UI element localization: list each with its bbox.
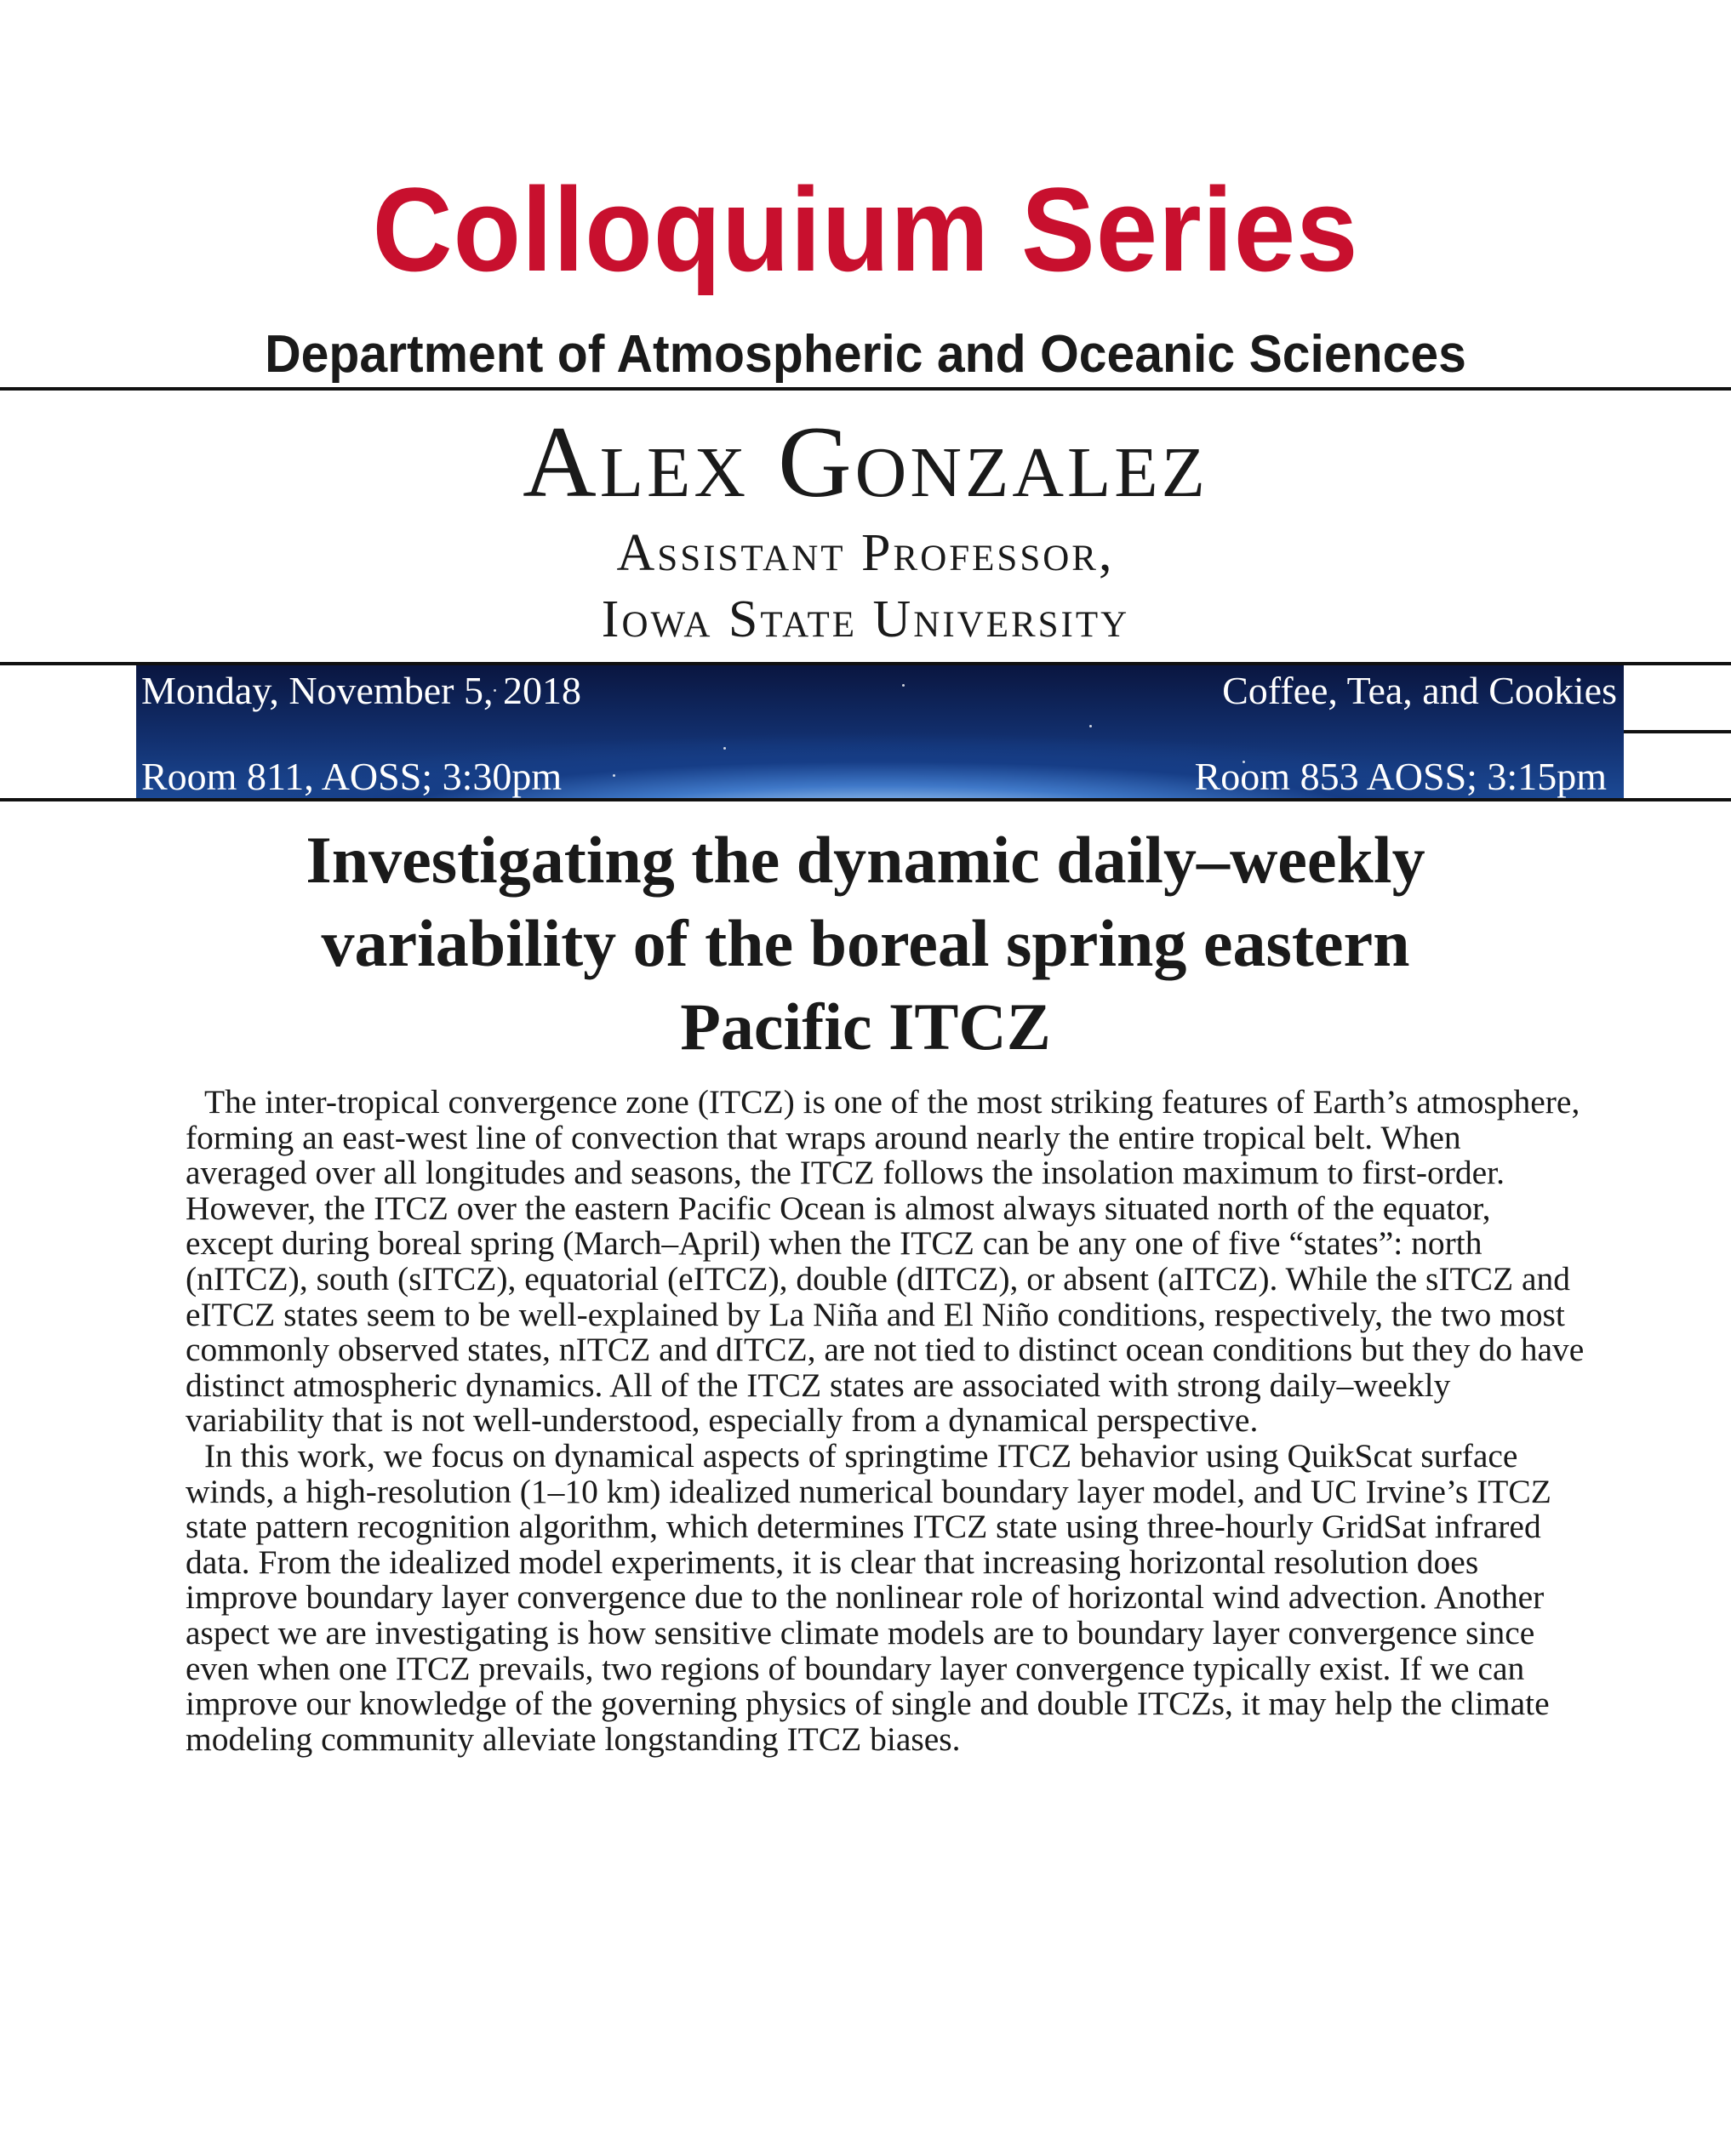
talk-title-line: Pacific ITCZ (680, 990, 1051, 1064)
star-decoration (1089, 725, 1092, 727)
divider-line-banner-mid (1624, 730, 1731, 733)
divider-line-top (0, 387, 1731, 391)
series-title: Colloquium Series (372, 163, 1359, 296)
star-decoration (613, 774, 615, 777)
department-name: Department of Atmospheric and Oceanic Sciences (265, 325, 1466, 384)
reception-label: Coffee, Tea, and Cookies (1222, 669, 1617, 712)
speaker-name: Alex Gonzalez (523, 405, 1208, 518)
speaker-position: Assistant Professor, (616, 524, 1115, 582)
reception-location: Room 853 AOSS; 3:15pm (1194, 755, 1607, 798)
star-decoration (723, 747, 726, 750)
talk-title-line: variability of the boreal spring eastern (321, 906, 1410, 980)
talk-title-line: Investigating the dynamic daily–weekly (306, 823, 1425, 897)
abstract-paragraph: In this work, we focus on dynamical aspects of springtime ITCZ behavior using QuikScat surface winds, a high-resolution (1–10 km) idealized numerical boundary layer model, and UC Irvine’s ITCZ state pattern recognition algorithm, which determines ITCZ state using three-hourly GridSat infrared data. From the idealized model experiments, it is clear that increasing horizontal resolution does improve boundary layer convergence due to the nonlinear role of horizontal wind advection. Another aspect we are investigating is how sensitive climate models are to boundary layer convergence since even when one ITCZ prevails, two regions of boundary layer convergence typically exist. If we can improve our knowledge of the governing physics of single and double ITCZs, it may help the climate modeling community alleviate longstanding ITCZ biases. (186, 1436, 1551, 1758)
talk-date: Monday, November 5, 2018 (141, 669, 581, 712)
abstract-paragraph: The inter-tropical convergence zone (ITCZ) is one of the most striking features of Earth’s atmosphere, forming an east-west line of convection that wraps around nearly the entire tropical belt. When averaged over all longitudes and seasons, the ITCZ follows the insolation maximum to first-order. However, the ITCZ over the eastern Pacific Ocean is almost always situated north of the equator, except during boreal spring (March–April) when the ITCZ can be any one of five “states”: north (nITCZ), south (sITCZ), equatorial (eITCZ), double (dITCZ), or absent (aITCZ). While the sITCZ and eITCZ states seem to be well-explained by La Niña and El Niño conditions, respectively, the two most commonly observed states, nITCZ and dITCZ, are not tied to distinct ocean conditions but they do have distinct atmospheric dynamics. All of the ITCZ states are associated with strong daily–weekly variability that is not well-understood, especially from a dynamical perspective. (186, 1083, 1585, 1440)
event-info-banner (136, 665, 1624, 800)
speaker-institution: Iowa State University (601, 590, 1130, 648)
star-decoration (902, 684, 905, 687)
divider-line-banner-bottom (0, 798, 1731, 801)
talk-title (0, 818, 1731, 1069)
abstract (186, 1085, 1585, 1757)
talk-location: Room 811, AOSS; 3:30pm (141, 755, 563, 798)
